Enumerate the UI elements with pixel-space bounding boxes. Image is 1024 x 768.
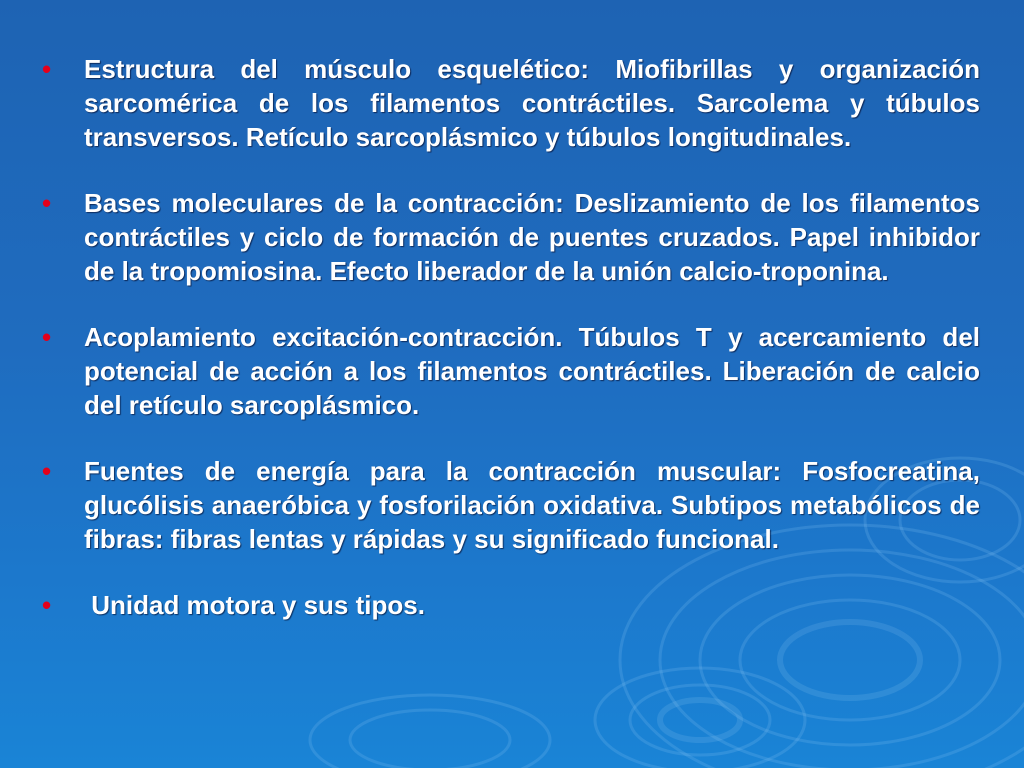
bullet-text: Bases moleculares de la contracción: Deslizamiento de los filamentos contráctiles y ciclo de formación de puentes cruzados. Papel inhibidor de la tropomiosina. Efecto liberador de la unión calcio-troponina. (84, 188, 980, 286)
bullet-marker: • (42, 456, 52, 486)
bullet-item (40, 52, 980, 154)
bullet-text: Acoplamiento excitación-contracción. Túbulos T y acercamiento del potencial de acción a los filamentos contráctiles. Liberación de calcio del retículo sarcoplásmico. (84, 322, 980, 420)
bullet-marker: • (42, 188, 52, 218)
bullet-text: Estructura del músculo esquelético: Miofibrillas y organización sarcomérica de los filamentos contráctiles. Sarcolema y túbulos transversos. Retículo sarcoplásmico y túbulos longitudinales. (84, 54, 980, 152)
bullet-marker: • (42, 54, 52, 84)
bullet-item (40, 320, 980, 422)
bullet-text: Fuentes de energía para la contracción muscular: Fosfocreatina, glucólisis anaeróbica y fosforilación oxidativa. Subtipos metabólicos de fibras: fibras lentas y rápidas y su significado funcional. (84, 456, 980, 554)
bullet-item (40, 186, 980, 288)
bullet-marker: • (42, 322, 52, 352)
slide-content (40, 52, 980, 654)
bullet-text: Unidad motora y sus tipos. (84, 590, 425, 620)
bullet-item (40, 588, 980, 622)
bullet-item (40, 454, 980, 556)
bullet-marker: • (42, 590, 52, 620)
